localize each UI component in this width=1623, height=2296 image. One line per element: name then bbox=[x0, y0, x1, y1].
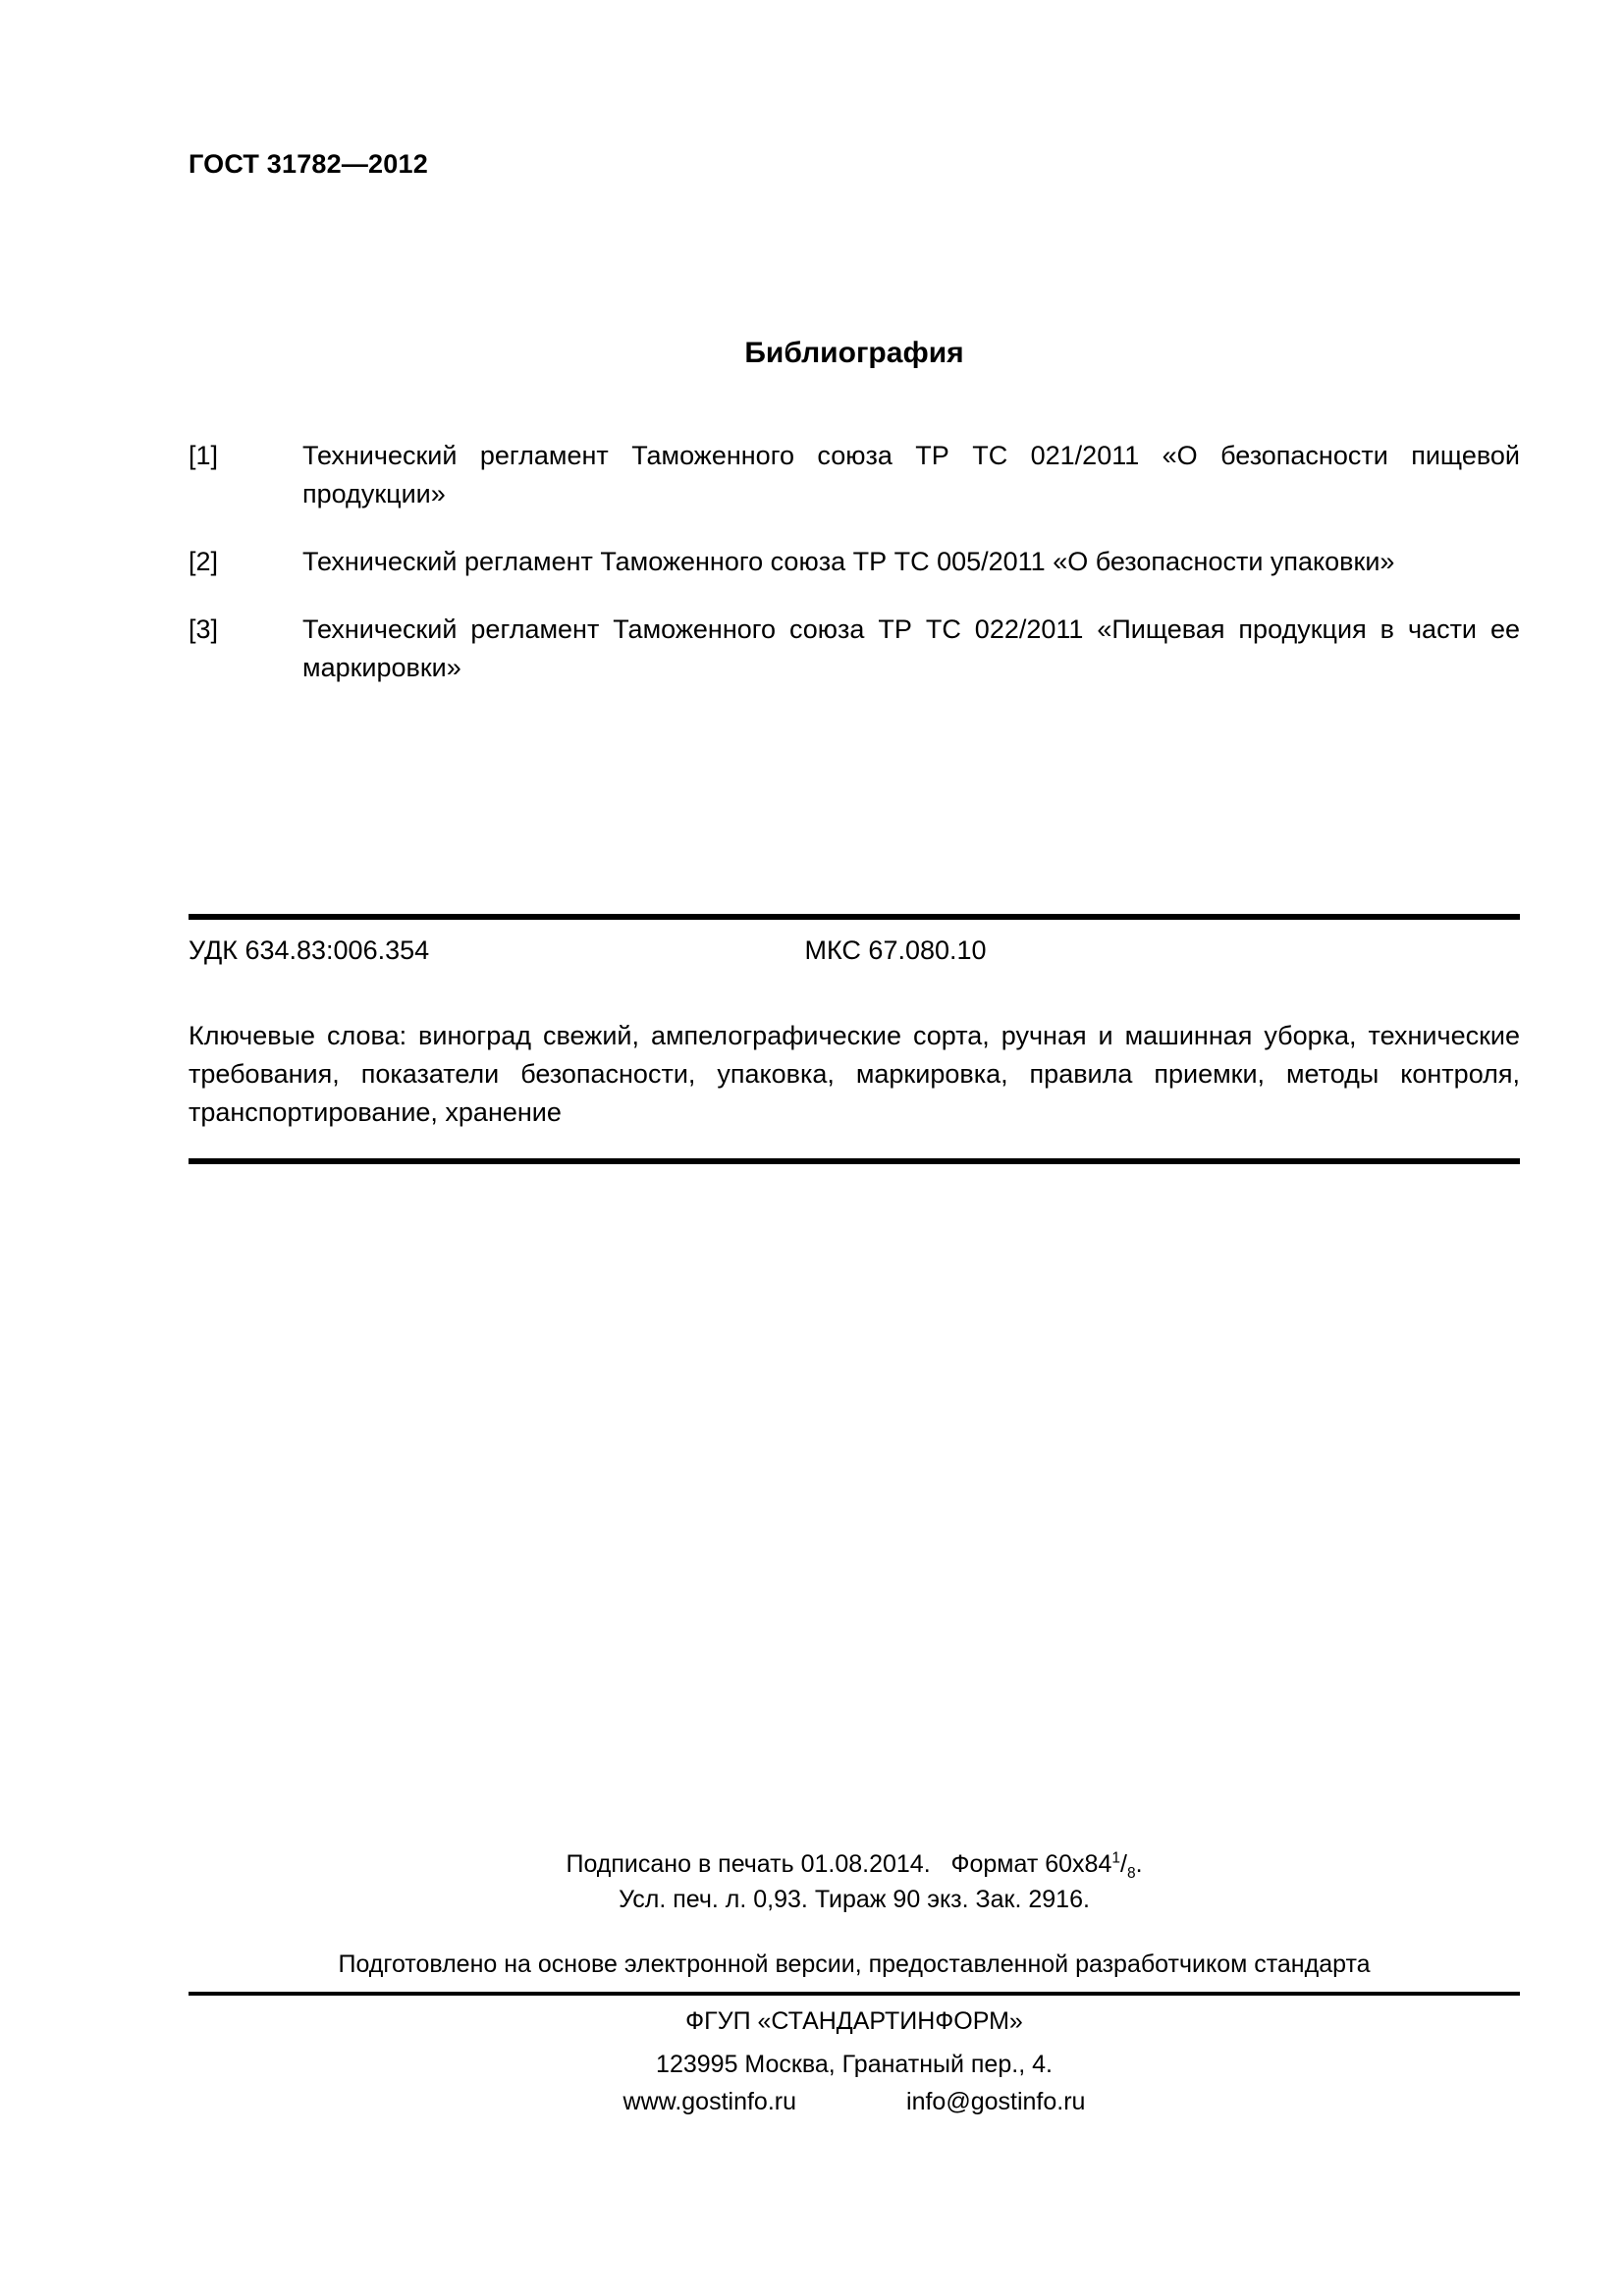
publisher-email: info@gostinfo.ru bbox=[906, 2088, 1086, 2115]
divider-rule-bottom bbox=[189, 1158, 1520, 1164]
bibliography-entry-marker: [1] bbox=[189, 441, 219, 470]
divider-rule-top bbox=[189, 914, 1520, 920]
section-title: Библиография bbox=[744, 337, 964, 369]
bibliography-entry bbox=[189, 543, 1520, 581]
bibliography-entry bbox=[189, 611, 1520, 687]
format-fraction-denominator: 8 bbox=[1126, 1865, 1136, 1882]
print-info-line bbox=[189, 1846, 1520, 1882]
bibliography-list bbox=[189, 437, 1520, 687]
mks-code: МКС 67.080.10 bbox=[804, 935, 987, 965]
classification-row bbox=[189, 935, 1520, 966]
print-run-line: Усл. печ. л. 0,93. Тираж 90 экз. Зак. 2916. bbox=[619, 1886, 1090, 1913]
format-fraction-slash: / bbox=[1119, 1850, 1127, 1878]
bibliography-entry-marker: [2] bbox=[189, 547, 219, 576]
keywords-paragraph: Ключевые слова: виноград свежий, ампелографические сорта, ручная и машинная уборка, технические требования, показатели безопасности, упаковка, маркировка, правила приемки, методы контроля, транспортирование, хранение bbox=[189, 1021, 1520, 1127]
bibliography-entry bbox=[189, 437, 1520, 513]
prepared-note: Подготовлено на основе электронной версии, предоставленной разработчиком стандарта bbox=[338, 1950, 1371, 1978]
bibliography-entry-text: Технический регламент Таможенного союза ТР ТС 022/2011 «Пищевая продукция в части ее маркировки» bbox=[302, 614, 1520, 682]
imprint-block bbox=[189, 1846, 1520, 1917]
doc-number: ГОСТ 31782—2012 bbox=[189, 149, 428, 179]
bibliography-entry-marker: [3] bbox=[189, 614, 219, 644]
format-fraction-numerator: 1 bbox=[1111, 1849, 1120, 1867]
document-content bbox=[189, 0, 1520, 2119]
contacts-row bbox=[189, 2084, 1520, 2119]
bibliography-entry-text: Технический регламент Таможенного союза ТР ТС 021/2011 «О безопасности пищевой продукции» bbox=[302, 441, 1520, 508]
udk-code: УДК 634.83:006.354 bbox=[189, 935, 430, 965]
bibliography-entry-text: Технический регламент Таможенного союза ТР ТС 005/2011 «О безопасности упаковки» bbox=[302, 547, 1395, 576]
divider-rule-footer bbox=[189, 1992, 1520, 1996]
publisher-address: 123995 Москва, Гранатный пер., 4. bbox=[656, 2051, 1053, 2078]
print-info-period: . bbox=[1135, 1850, 1143, 1878]
print-info-prefix: Подписано в печать 01.08.2014. Формат 60х84 bbox=[566, 1850, 1112, 1878]
publisher-website: www.gostinfo.ru bbox=[622, 2088, 797, 2115]
publisher-name: ФГУП «СТАНДАРТИНФОРМ» bbox=[685, 2007, 1023, 2035]
